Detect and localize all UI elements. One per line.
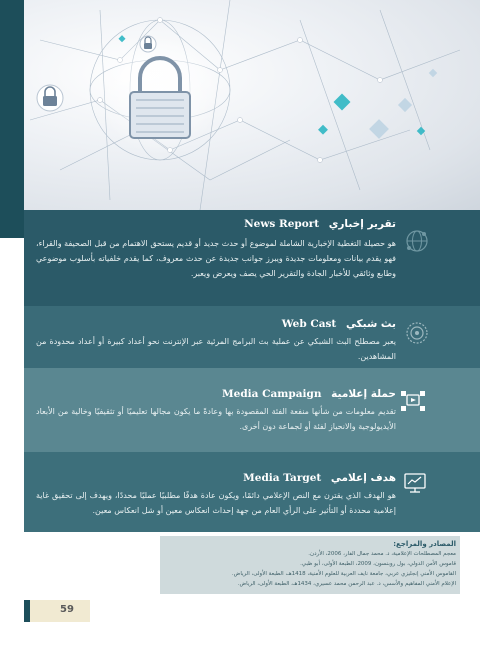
section-body: هو حصيلة التغطية الإخبارية الشاملة لموضوع أو حدث جديد أو قديم يستحق الاهتمام من قبل الصحيفة والقراء، فهو يقدم بيانات ومعلومات جديدة ويبرز جوانب جديدة عن حدث معروف، كما يقدم خلفياته بأسلوب موضوعي وطابع وثائقي للأخبار الجادة والتقرير الحي يصف ويعرض ويعبر. bbox=[36, 239, 396, 278]
sources-title: المصادر والمراجع: bbox=[393, 540, 456, 548]
section-body: تقديم معلومات من شأنها منفعة الفئة المقصودة بها وعادةً ما يكون مجالها تعليميًا أو تثقيفيًا وخالية من الأبعاد الأيديولوجية والانحياز لفئة أو لجماعة دون أخرى. bbox=[36, 407, 396, 431]
source-item: قاموس الأمن الدولي، بول روبنسون، 2009، الطبعة الأولى، أبو ظبي. bbox=[300, 561, 456, 567]
padlock-small-icon bbox=[140, 36, 156, 52]
side-strip bbox=[0, 0, 24, 238]
section-title-ar: هدف إعلامي bbox=[330, 472, 396, 484]
source-item: معجم المصطلحات الإعلامية، د. محمد جمال الفار، 2006، الأردن. bbox=[308, 551, 456, 557]
media-campaign-icon bbox=[400, 388, 426, 414]
source-item: القاموس الأمني إنجليزي عربي، جامعة نايف العربية للعلوم الأمنية، 1418هـ، الطبعة الأولى، الرياض. bbox=[231, 571, 456, 577]
section-title-en: Web Cast bbox=[281, 318, 337, 330]
web-broadcast-icon bbox=[404, 320, 430, 346]
cyber-network-illustration bbox=[0, 0, 480, 210]
section-title bbox=[243, 472, 396, 484]
section-title-ar: تقرير إخباري bbox=[328, 218, 396, 230]
network-globe-icon bbox=[404, 228, 430, 254]
padlock-small-icon bbox=[37, 85, 63, 111]
page-number-strip bbox=[24, 600, 30, 622]
source-item: الإعلام الأمني المفاهيم والأسس، د. عبد الرحمن محمد عسيري، 1434هـ، الطبعة الأولى، الرياض. bbox=[237, 581, 456, 587]
hero-cybersecurity-image bbox=[0, 0, 480, 210]
page-number: 59 bbox=[60, 604, 74, 615]
media-target-icon bbox=[402, 470, 428, 496]
page-number-tag bbox=[24, 600, 90, 622]
section-title-en: Media Campaign bbox=[222, 388, 322, 400]
section-title-en: News Report bbox=[244, 218, 320, 230]
section-body: يعبر مصطلح البث الشبكي عن عملية بث البرامج المرئية عبر الإنترنت نحو أعداد كبيرة أو أعداد محدودة من المشاهدين. bbox=[36, 337, 396, 361]
section-title bbox=[244, 218, 396, 230]
section-body: هو الهدف الذي يقترن مع النص الإعلامي دائمًا، ويكون عادة هدفًا مطلبيًا عمليًا محددًا، ويهدف إلى تحقيق غاية إعلامية محددة أو التأثير على الرأي العام من جهة إحداث انعكاس معين أو شل انعكاس معين. bbox=[36, 491, 396, 515]
section-title bbox=[222, 388, 396, 400]
section-title-ar: بث شبكي bbox=[345, 318, 396, 330]
section-title bbox=[282, 318, 396, 330]
section-title-en: Media Target bbox=[243, 472, 322, 484]
section-title-ar: حملة إعلامية bbox=[331, 388, 396, 400]
